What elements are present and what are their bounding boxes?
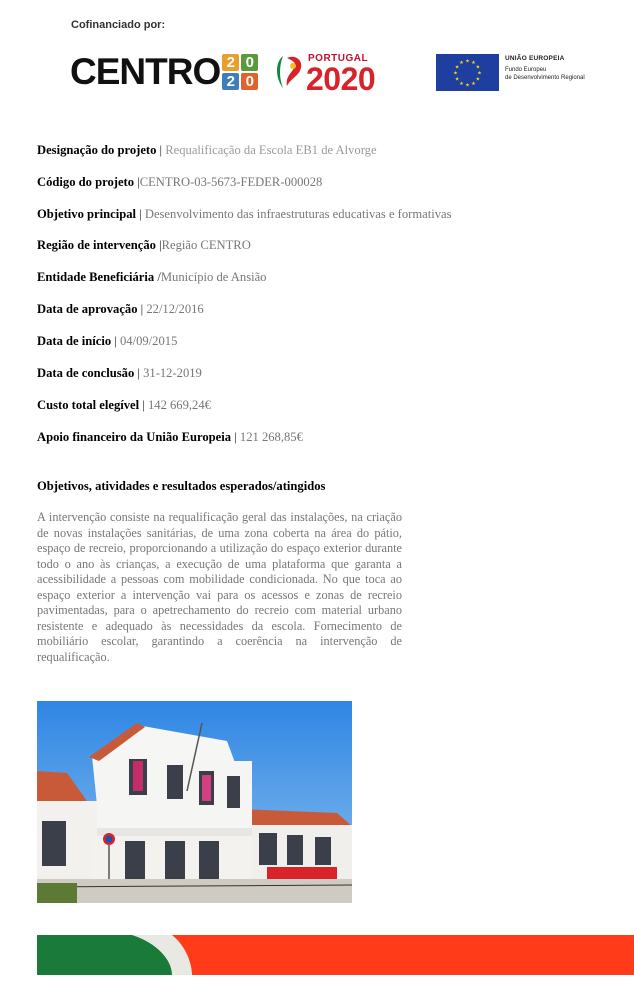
- field-value: 142 669,24€: [147, 398, 211, 412]
- eu-star-icon: ★: [477, 71, 482, 77]
- field-apoio-financeiro: [37, 430, 303, 445]
- field-value: CENTRO-03-5673-FEDER-000028: [139, 175, 323, 189]
- centro-logo-digits: [222, 54, 258, 90]
- field-value: 121 268,85€: [239, 430, 303, 444]
- field-value: 04/09/2015: [120, 334, 178, 348]
- field-label: Código do projeto: [37, 175, 135, 189]
- field-entidade: [37, 270, 266, 285]
- centro-logo-digit: 2: [222, 73, 239, 90]
- eu-logo-line1: Fundo Europeu: [505, 67, 547, 73]
- field-separator: |: [134, 366, 144, 380]
- centro-logo-digit: 2: [222, 54, 239, 71]
- centro-logo-digit: 0: [241, 73, 258, 90]
- field-separator: |: [139, 398, 148, 412]
- section-title: Objetivos, atividades e resultados esperados/atingidos: [37, 479, 326, 493]
- field-separator: /: [154, 270, 161, 284]
- eu-star-icon: ★: [465, 83, 470, 89]
- centro-logo-word: CENTRO: [70, 51, 221, 92]
- field-codigo: [37, 175, 322, 190]
- field-separator: |: [136, 207, 145, 221]
- eu-flag-icon: [436, 54, 499, 91]
- funding-logos: [0, 48, 634, 96]
- field-objetivo: [37, 207, 452, 222]
- field-separator: |: [111, 334, 120, 348]
- eu-star-icon: ★: [454, 77, 460, 83]
- field-label: Data de início: [37, 334, 112, 348]
- field-value: Região CENTRO: [161, 238, 251, 252]
- field-value: Requalificação da Escola EB1 de Alvorge: [165, 143, 377, 157]
- field-data-aprovacao: [37, 302, 204, 317]
- field-label: Custo total elegível: [37, 398, 140, 412]
- field-custo-total: [37, 398, 211, 413]
- field-data-conclusao: [37, 366, 202, 381]
- field-value: Município de Ansião: [160, 270, 267, 284]
- field-separator: |: [231, 430, 240, 444]
- field-designacao: [37, 143, 377, 158]
- eu-star-icon: ★: [471, 61, 476, 67]
- field-separator: |: [137, 302, 147, 316]
- field-value: 22/12/2016: [146, 302, 204, 316]
- eu-logo-title: UNIÃO EUROPEIA: [505, 55, 565, 62]
- field-separator: |: [134, 175, 140, 189]
- field-label: Entidade Beneficiária: [37, 270, 155, 284]
- eu-star-icon: ★: [475, 65, 481, 71]
- portugal-2020-logo: [273, 50, 413, 97]
- eu-logo-line2: de Desenvolvimento Regional: [505, 74, 585, 81]
- field-label: Região de intervenção: [37, 238, 156, 252]
- field-data-inicio: [37, 334, 177, 349]
- footer-graphic: [37, 935, 634, 975]
- eu-star-icon: ★: [459, 61, 464, 67]
- field-separator: |: [155, 238, 162, 252]
- field-value: 31-12-2019: [143, 366, 202, 380]
- eu-star-icon: ★: [459, 81, 464, 87]
- field-value: Desenvolvimento das infraestruturas educativas e formativas: [144, 207, 452, 221]
- eu-star-icon: ★: [465, 59, 470, 65]
- section-body: A intervenção consiste na requalificação geral das instalações, na criação de novas instalações sanitárias, de uma zona coberta na área do pátio, espaço de recreio, proporcionando a utilização do espaço exterior durante todo o ano às crianças, a execução de uma plataforma que garanta a acessibilidade a pessoas com mobilidade condicionada. No que toca ao espaço exterior a intervenção vai para os acessos e zonas de recreio pavimentadas, para o apetrechamento do recreio com material urbano resistente e adequado às necessidades da escola. Fornecimento de mobiliário escolar, garantindo a coerência na intervenção de requalificação.: [37, 510, 402, 664]
- footer-band: [37, 935, 634, 975]
- cofinanced-by-label: Cofinanciado por:: [71, 19, 166, 31]
- eu-logo-text: [505, 55, 585, 82]
- eu-star-icon: ★: [471, 81, 476, 87]
- eu-fund-logo: [436, 53, 606, 93]
- field-label: Data de conclusão: [37, 366, 135, 380]
- school-building-image: [37, 701, 352, 903]
- portugal-logo-label: PORTUGAL: [308, 53, 369, 64]
- field-label: Objetivo principal: [37, 207, 137, 221]
- field-separator: |: [156, 143, 166, 157]
- field-label: Designação do projeto: [37, 143, 157, 157]
- eu-star-icon: ★: [453, 71, 458, 77]
- portugal-logo-year: 2020: [306, 61, 376, 97]
- eu-star-icon: ★: [454, 65, 460, 71]
- centro-logo-digit: 0: [241, 54, 258, 71]
- field-label: Apoio financeiro da União Europeia: [37, 430, 232, 444]
- centro-2020-logo: [70, 52, 258, 92]
- field-label: Data de aprovação: [37, 302, 138, 316]
- portugal-emblem-icon: [273, 52, 307, 92]
- field-regiao: [37, 238, 251, 253]
- eu-star-icon: ★: [475, 77, 481, 83]
- school-building-photo: [37, 701, 352, 903]
